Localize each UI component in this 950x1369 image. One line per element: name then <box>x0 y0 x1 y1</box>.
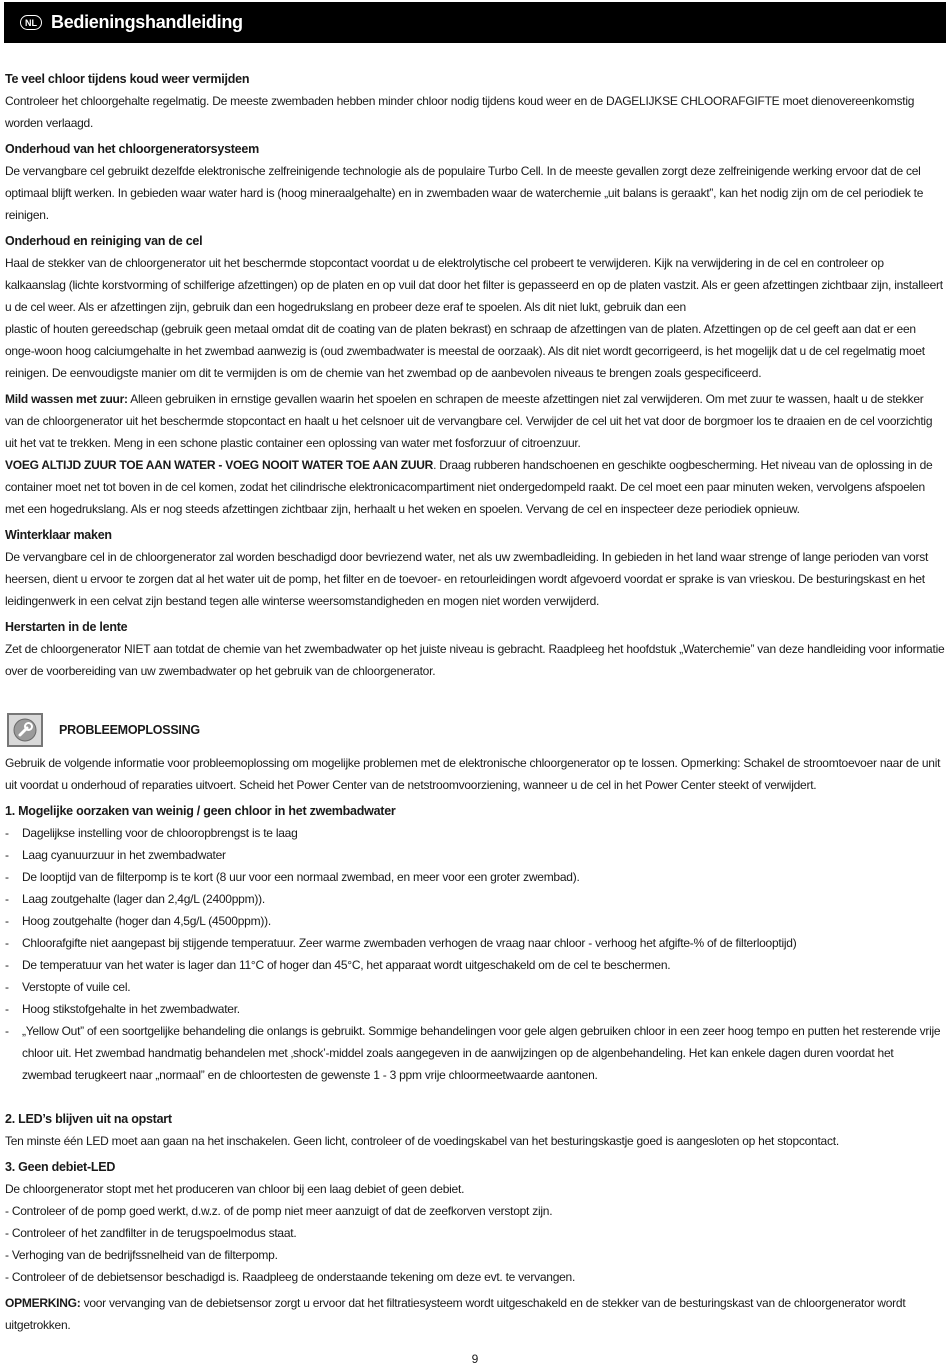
section-heading: 2. LED’s blijven uit na opstart <box>5 1112 172 1126</box>
list-item: - De temperatuur van het water is lager dan 11°C of hoger dan 45°C, het apparaat wordt uitgeschakeld om de cel te beschermen. <box>5 954 945 976</box>
section-text: Haal de stekker van de chloorgenerator uit het beschermde stopcontact voordat u de elektrolytische cel probeert te verwijderen. Kijk na verwijdering in de cel en controleer op kalkaanslag (lichte korstvorming of schilferige afzettingen) op de platen en op vuil dat door het filter is gepasseerd en op de platen vastzit. Als er geen afzettingen zichtbaar zijn, installeert u de cel weer. Als er afzettingen zijn, gebruik dan een hogedrukslang en probeer deze eraf te spoelen. Als dit niet lukt, gebruik dan een <box>5 256 943 314</box>
section-text <box>5 454 945 520</box>
language-badge: NL <box>20 15 42 30</box>
section-line: - Verhoging van de bedrijfssnelheid van de filterpomp. <box>5 1248 278 1262</box>
document-body <box>5 68 945 1336</box>
list-item: - Hoog zoutgehalte (hoger dan 4,5g/L (4500ppm)). <box>5 910 945 932</box>
list-item: - Hoog stikstofgehalte in het zwembadwater. <box>5 998 945 1020</box>
section-heading: 3. Geen debiet-LED <box>5 1160 116 1174</box>
list-item: - Verstopte of vuile cel. <box>5 976 945 998</box>
page-header <box>4 2 946 43</box>
section-text: Zet de chloorgenerator NIET aan totdat de chemie van het zwembadwater op het juiste niveau is gebracht. Raadpleeg het hoofdstuk „Waterchemie” van deze handleiding voor informatie over de voorbereiding van uw zwembadwater op het gebruik van de chloorgenerator. <box>5 642 945 678</box>
section-heading: 1. Mogelijke oorzaken van weinig / geen chloor in het zwembadwater <box>5 804 396 818</box>
section-winterizing <box>5 524 945 612</box>
list-item: - Chloorafgifte niet aangepast bij stijgende temperatuur. Zeer warme zwembaden verhogen de vraag naar chloor - verhoog het afgifte-% of de filterlooptijd) <box>5 932 945 954</box>
section-text: De vervangbare cel gebruikt dezelfde elektronische zelfreinigende technologie als de populaire Turbo Cell. In de meeste gevallen zorgt deze zelfreinigende werking ervoor dat de cel optimaal blijft werken. In gebieden waar water hard is (hoog mineraalgehalte) en in zwembaden waar de waterchemie „uit balans is geraakt”, kan het nodig zijn om de cel periodiek te reinigen. <box>5 164 924 222</box>
lead-text: Mild wassen met zuur: <box>5 392 128 406</box>
note-text: voor vervanging van de debietsensor zorgt u ervoor dat het filtratiesysteem wordt uitgeschakeld en de stekker van de besturingskast van de chloorgenerator wordt uitgetrokken. <box>5 1296 906 1332</box>
section-line: - Controleer of het zandfilter in de terugspoelmodus staat. <box>5 1226 297 1240</box>
body-text: Alleen gebruiken in ernstige gevallen waarin het spoelen en schrapen de meeste afzettingen niet zal verwijderen. Om met zuur te wassen, haalt u de stekker van de chloorgenerator uit het beschermde stopcontact en haalt u het celsnoer uit de vervangbare cel. Verwijder de cel uit het vat door de borgmoer los te draaien en de cel voorzichtig uit het vat te trekken. Meng in een schone plastic container een oplossing van water met fosforzuur of citroenzuur. <box>5 392 933 450</box>
section-heading: Onderhoud en reiniging van de cel <box>5 234 203 248</box>
page-title: Bedieningshandleiding <box>51 12 243 32</box>
section-heading: Onderhoud van het chloorgeneratorsysteem <box>5 142 259 156</box>
section-line: De chloorgenerator stopt met het produceren van chloor bij een laag debiet of geen debiet. <box>5 1182 465 1196</box>
list-item: - „Yellow Out” of een soortgelijke behandeling die onlangs is gebruikt. Sommige behandelingen voor gele algen gebruiken chloor in een zeer hoog tempo en putten het resterende vrije chloor uit. Het zwembad handmatig behandelen met ‚shock’-middel zoals aangegeven in de aanwijzingen op de algenbehandeling. Het kan enkele dagen duren voordat het zwembad terugkeert naar „normaal” en de chloortesten de gewenste 1 - 3 ppm vrije chloormeetwaarde aantonen. <box>5 1020 945 1086</box>
section-acid-wash <box>5 388 945 520</box>
section-cell-cleaning <box>5 230 945 384</box>
list-item: - De looptijd van de filterpomp is te kort (8 uur voor een normaal zwembad, en meer voor een groter zwembad). <box>5 866 945 888</box>
section-no-flow-led <box>5 1156 945 1288</box>
list-item: - Laag zoutgehalte (lager dan 2,4g/L (2400ppm)). <box>5 888 945 910</box>
section-low-chlorine <box>5 800 945 1086</box>
section-heading: Herstarten in de lente <box>5 620 128 634</box>
wrench-icon <box>7 713 43 747</box>
section-text: Controleer het chloorgehalte regelmatig. De meeste zwembaden hebben minder chloor nodig tijdens koud weer en de DAGELIJKSE CHLOORAFGIFTE moet dienovereenkomstig worden verlaagd. <box>5 94 915 130</box>
section-led-off <box>5 1108 945 1152</box>
warning-text: VOEG ALTIJD ZUUR TOE AAN WATER - VOEG NOOIT WATER TOE AAN ZUUR <box>5 458 434 472</box>
section-cold-weather <box>5 68 945 134</box>
section-maintenance <box>5 138 945 226</box>
section-text: De vervangbare cel in de chloorgenerator zal worden beschadigd door bevriezend water, net als uw zwembadleiding. In gebieden in het land waar strenge of lange perioden van vorst heersen, dient u ervoor te zorgen dat al het water uit de pomp, het filter en de toevoer- en retourleidingen wordt afgevoerd voordat er sprake is van vrieskou. De besturingskast en het leidingenwerk in een celvat zijn bestand tegen alle winterse weersomstandigheden en mogen niet worden verwijderd. <box>5 550 929 608</box>
troubleshooting-header <box>5 710 945 750</box>
section-line: - Controleer of de pomp goed werkt, d.w.z. of de pomp niet meer aanzuigt of dat de zeefkorven verstopt zijn. <box>5 1204 553 1218</box>
section-heading: Te veel chloor tijdens koud weer vermijden <box>5 72 250 86</box>
section-heading: Winterklaar maken <box>5 528 112 542</box>
note-paragraph <box>5 1292 945 1336</box>
section-text <box>5 388 945 454</box>
section-line: - Controleer of de debietsensor beschadigd is. Raadpleeg de onderstaande tekening om deze evt. te vervangen. <box>5 1270 576 1284</box>
section-text: Ten minste één LED moet aan gaan na het inschakelen. Geen licht, controleer of de voedingskabel van het besturingskastje goed is aangesloten op het stopcontact. <box>5 1134 839 1148</box>
section-spring-restart <box>5 616 945 682</box>
page-number: 9 <box>471 1352 479 1366</box>
note-lead: OPMERKING: <box>5 1296 81 1310</box>
section-text: plastic of houten gereedschap (gebruik geen metaal omdat dit de coating van de platen bekrast) en schraap de afzettingen van de platen. Afzettingen op de cel geeft aan dat er een onge-woon hoog calciumgehalte in het zwembad aanwezig is (oud zwembadwater is meestal de oorzaak). Als dit niet wordt gecorrigeerd, is het mogelijk dat u de cel regelmatig moet reinigen. De eenvoudigste manier om dit te vermijden is om de chemie van het zwembad op de aanbevolen niveaus te brengen zoals gespecificeerd. <box>5 322 925 380</box>
troubleshooting-title: PROBLEEMOPLOSSING <box>59 723 200 737</box>
troubleshooting-intro: Gebruik de volgende informatie voor probleemoplossing om mogelijke problemen met de elektronische chloorgenerator op te lossen. Opmerking: Schakel de stroomtoevoer naar de unit uit voordat u onderhoud of reparaties uitvoert. Scheid het Power Center van de netstroomvoorziening, wanneer u de cel in het Power Center steekt of verwijdert. <box>5 756 941 792</box>
list-item: - Dagelijkse instelling voor de chlooropbrengst is te laag <box>5 822 945 844</box>
list-item: - Laag cyanuurzuur in het zwembadwater <box>5 844 945 866</box>
cause-list <box>5 822 945 1086</box>
body-text: . Draag rubberen handschoenen en geschikte oogbescherming. Het niveau van de oplossing in de container moet net tot boven in de cel komen, zodat het cilindrische elektronicacompartiment niet ondergedompeld raakt. De cel moet een paar minuten weken, vervolgens afspoelen met een hogedrukslang. Als er nog steeds afzettingen zichtbaar zijn, herhaalt u het weken en spoelen. Vervang de cel en inspecteer deze periodiek opnieuw. <box>5 458 933 516</box>
